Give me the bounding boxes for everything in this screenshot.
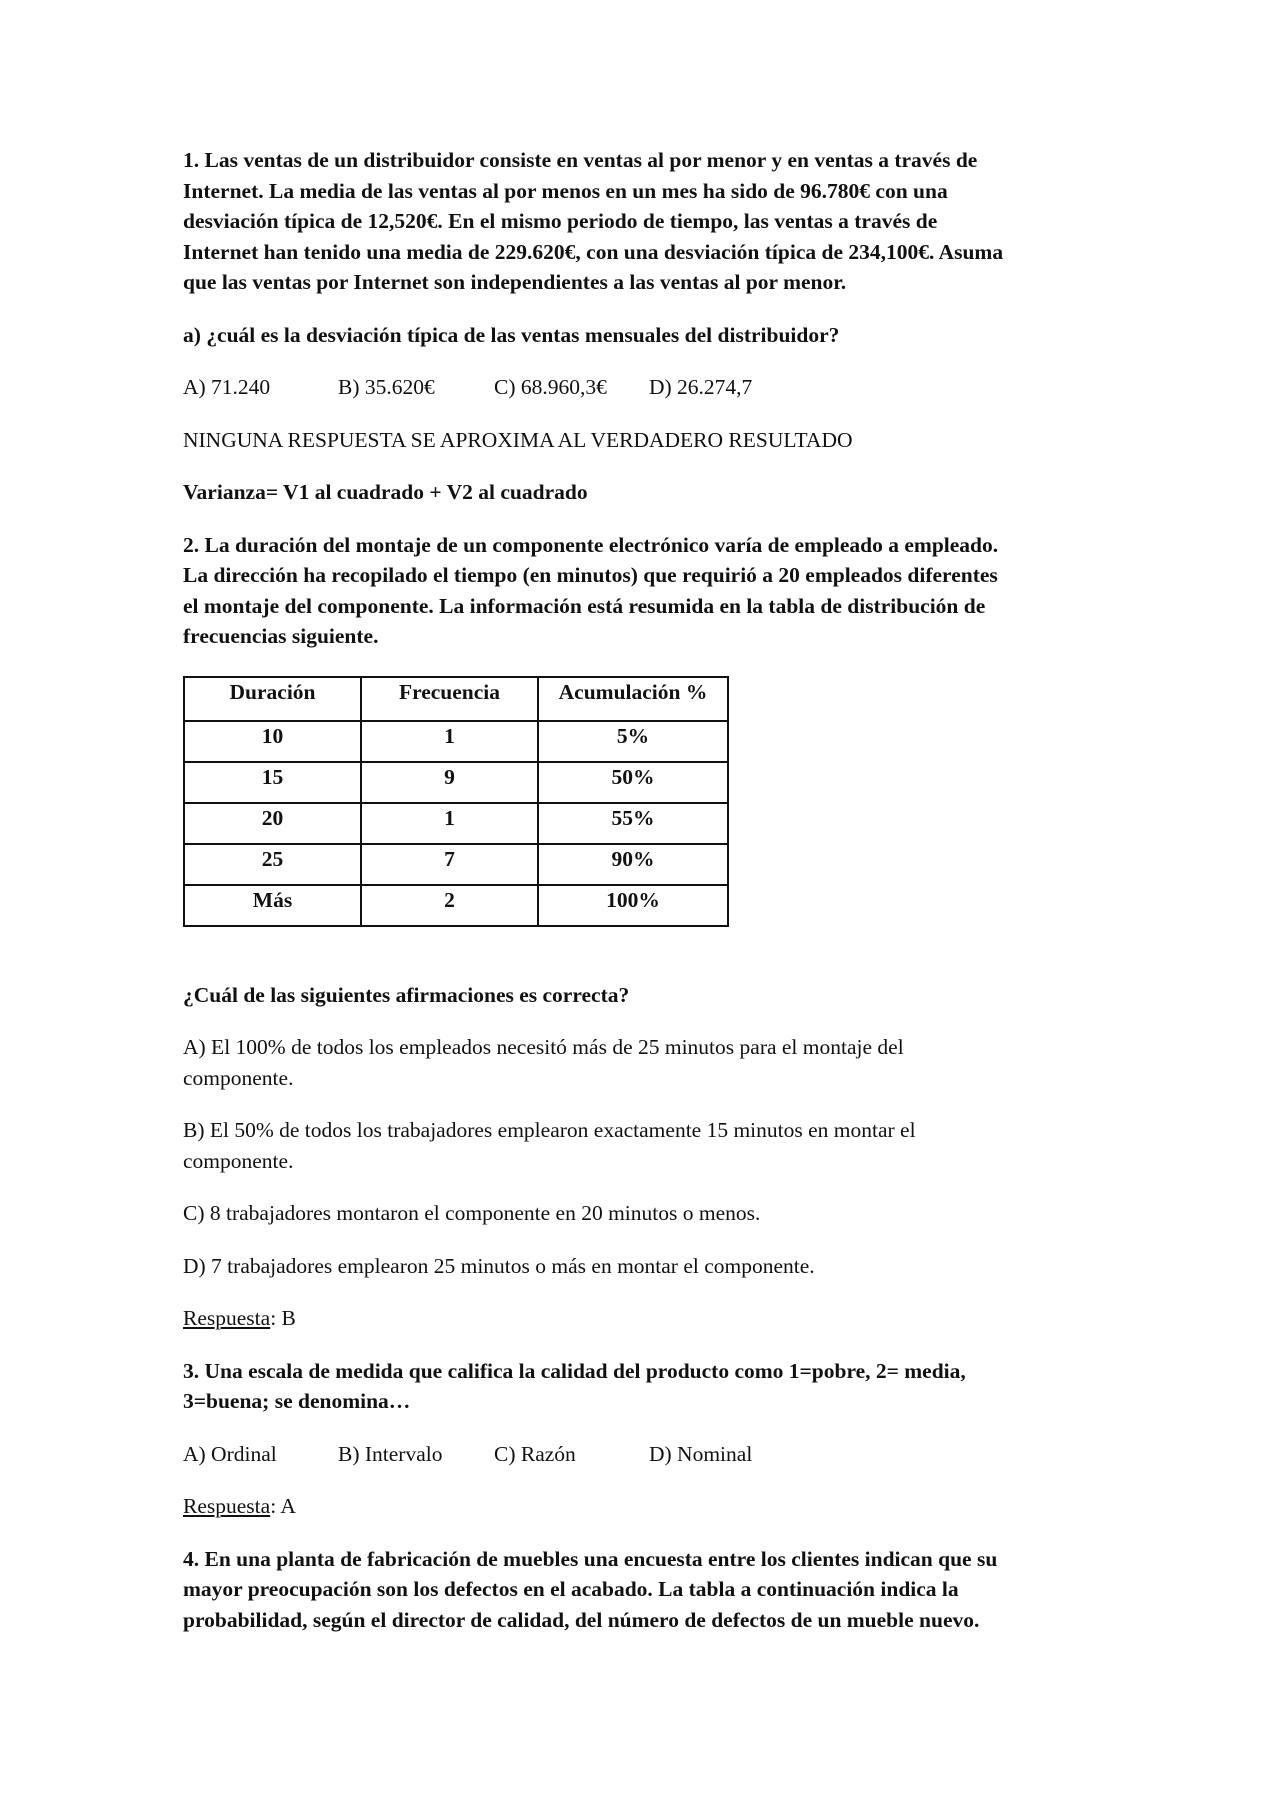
statement-line: probabilidad, según el director de calidad, del número de defectos de un mueble nuevo. xyxy=(183,1607,980,1632)
table-row xyxy=(184,721,728,762)
question-3-options xyxy=(183,1439,1103,1470)
document-page xyxy=(183,145,1103,1635)
statement-line: el montaje del componente. La información está resumida en la tabla de distribución de xyxy=(183,593,986,618)
question-3-statement xyxy=(183,1356,1103,1417)
table-header-row xyxy=(184,677,728,721)
header-duracion: Duración xyxy=(184,677,361,721)
table-cell: 7 xyxy=(361,844,538,885)
header-frecuencia: Frecuencia xyxy=(361,677,538,721)
table-cell: Más xyxy=(184,885,361,926)
table-cell: 50% xyxy=(538,762,728,803)
statement-line: La dirección ha recopilado el tiempo (en minutos) que requirió a 20 empleados diferentes xyxy=(183,563,998,587)
header-acumulacion: Acumulación % xyxy=(538,677,728,721)
option-c: C) Razón xyxy=(494,1441,576,1466)
question-2-option-d xyxy=(183,1251,1103,1282)
table-row xyxy=(184,803,728,844)
question-1-note: NINGUNA RESPUESTA SE APROXIMA AL VERDADERO RESULTADO xyxy=(183,427,853,452)
question-2-question: ¿Cuál de las siguientes afirmaciones es correcta? xyxy=(183,982,630,1007)
statement-line: 4. En una planta de fabricación de muebles una encuesta entre los clientes indican que su xyxy=(183,1546,998,1571)
answer-label: Respuesta xyxy=(183,1494,271,1518)
table-cell: 90% xyxy=(538,844,728,885)
table-row xyxy=(184,844,728,885)
option-line: C) 8 trabajadores montaron el componente en 20 minutos o menos. xyxy=(183,1201,761,1225)
statement-line: 2. La duración del montaje de un componente electrónico varía de empleado a empleado. xyxy=(183,532,999,557)
statement-line: 3=buena; se denomina… xyxy=(183,1389,411,1413)
option-a: A) Ordinal xyxy=(183,1441,277,1466)
option-d: D) 26.274,7 xyxy=(649,375,753,399)
table-cell: 9 xyxy=(361,762,538,803)
question-1-options xyxy=(183,372,1103,403)
table-cell: 55% xyxy=(538,803,728,844)
statement-line: frecuencias siguiente. xyxy=(183,624,379,648)
option-line: componente. xyxy=(183,1148,294,1173)
table-cell: 25 xyxy=(184,844,361,885)
table-cell: 15 xyxy=(184,762,361,803)
question-2-answer xyxy=(183,1303,1103,1334)
question-2-statement xyxy=(183,530,1103,652)
answer-value: : A xyxy=(270,1494,296,1518)
table-cell: 10 xyxy=(184,721,361,762)
option-c: C) 68.960,3€ xyxy=(494,375,607,399)
statement-line: Internet han tenido una media de 229.620€, con una desviación típica de 234,100€. Asuma xyxy=(183,239,1004,264)
table-cell: 2 xyxy=(361,885,538,926)
question-2-option-b xyxy=(183,1115,1103,1176)
question-2-option-c xyxy=(183,1198,1103,1229)
option-line: B) El 50% de todos los trabajadores emplearon exactamente 15 minutos en montar el xyxy=(183,1118,916,1142)
statement-line: que las ventas por Internet son independientes a las ventas al por menor. xyxy=(183,270,847,294)
table-row xyxy=(184,885,728,926)
statement-line: 1. Las ventas de un distribuidor consiste en ventas al por menor y en ventas a través de xyxy=(183,148,978,172)
option-line: componente. xyxy=(183,1065,294,1090)
question-1-sub-question: a) ¿cuál es la desviación típica de las ventas mensuales del distribuidor? xyxy=(183,322,840,347)
table-cell: 20 xyxy=(184,803,361,844)
question-3-answer xyxy=(183,1491,1103,1522)
question-4-statement xyxy=(183,1544,1103,1636)
question-2-option-a xyxy=(183,1032,1103,1093)
statement-line: mayor preocupación son los defectos en el acabado. La tabla a continuación indica la xyxy=(183,1577,959,1601)
table-cell: 1 xyxy=(361,721,538,762)
table-cell: 100% xyxy=(538,885,728,926)
question-1-formula: Varianza= V1 al cuadrado + V2 al cuadrado xyxy=(183,480,588,504)
frequency-table xyxy=(183,676,729,927)
table-cell: 1 xyxy=(361,803,538,844)
option-b: B) Intervalo xyxy=(338,1441,443,1466)
option-d: D) Nominal xyxy=(649,1441,753,1466)
answer-label: Respuesta xyxy=(183,1306,271,1330)
table-cell: 5% xyxy=(538,721,728,762)
option-a: A) 71.240 xyxy=(183,375,271,399)
answer-value: : B xyxy=(270,1306,296,1330)
statement-line: Internet. La media de las ventas al por menos en un mes ha sido de 96.780€ con una xyxy=(183,178,948,203)
statement-line: desviación típica de 12,520€. En el mismo periodo de tiempo, las ventas a través de xyxy=(183,209,938,233)
statement-line: 3. Una escala de medida que califica la calidad del producto como 1=pobre, 2= media, xyxy=(183,1358,966,1383)
option-line: D) 7 trabajadores emplearon 25 minutos o más en montar el componente. xyxy=(183,1253,815,1278)
option-line: A) El 100% de todos los empleados necesitó más de 25 minutos para el montaje del xyxy=(183,1035,904,1059)
question-1-statement xyxy=(183,145,1103,298)
option-b: B) 35.620€ xyxy=(338,375,435,399)
table-row xyxy=(184,762,728,803)
